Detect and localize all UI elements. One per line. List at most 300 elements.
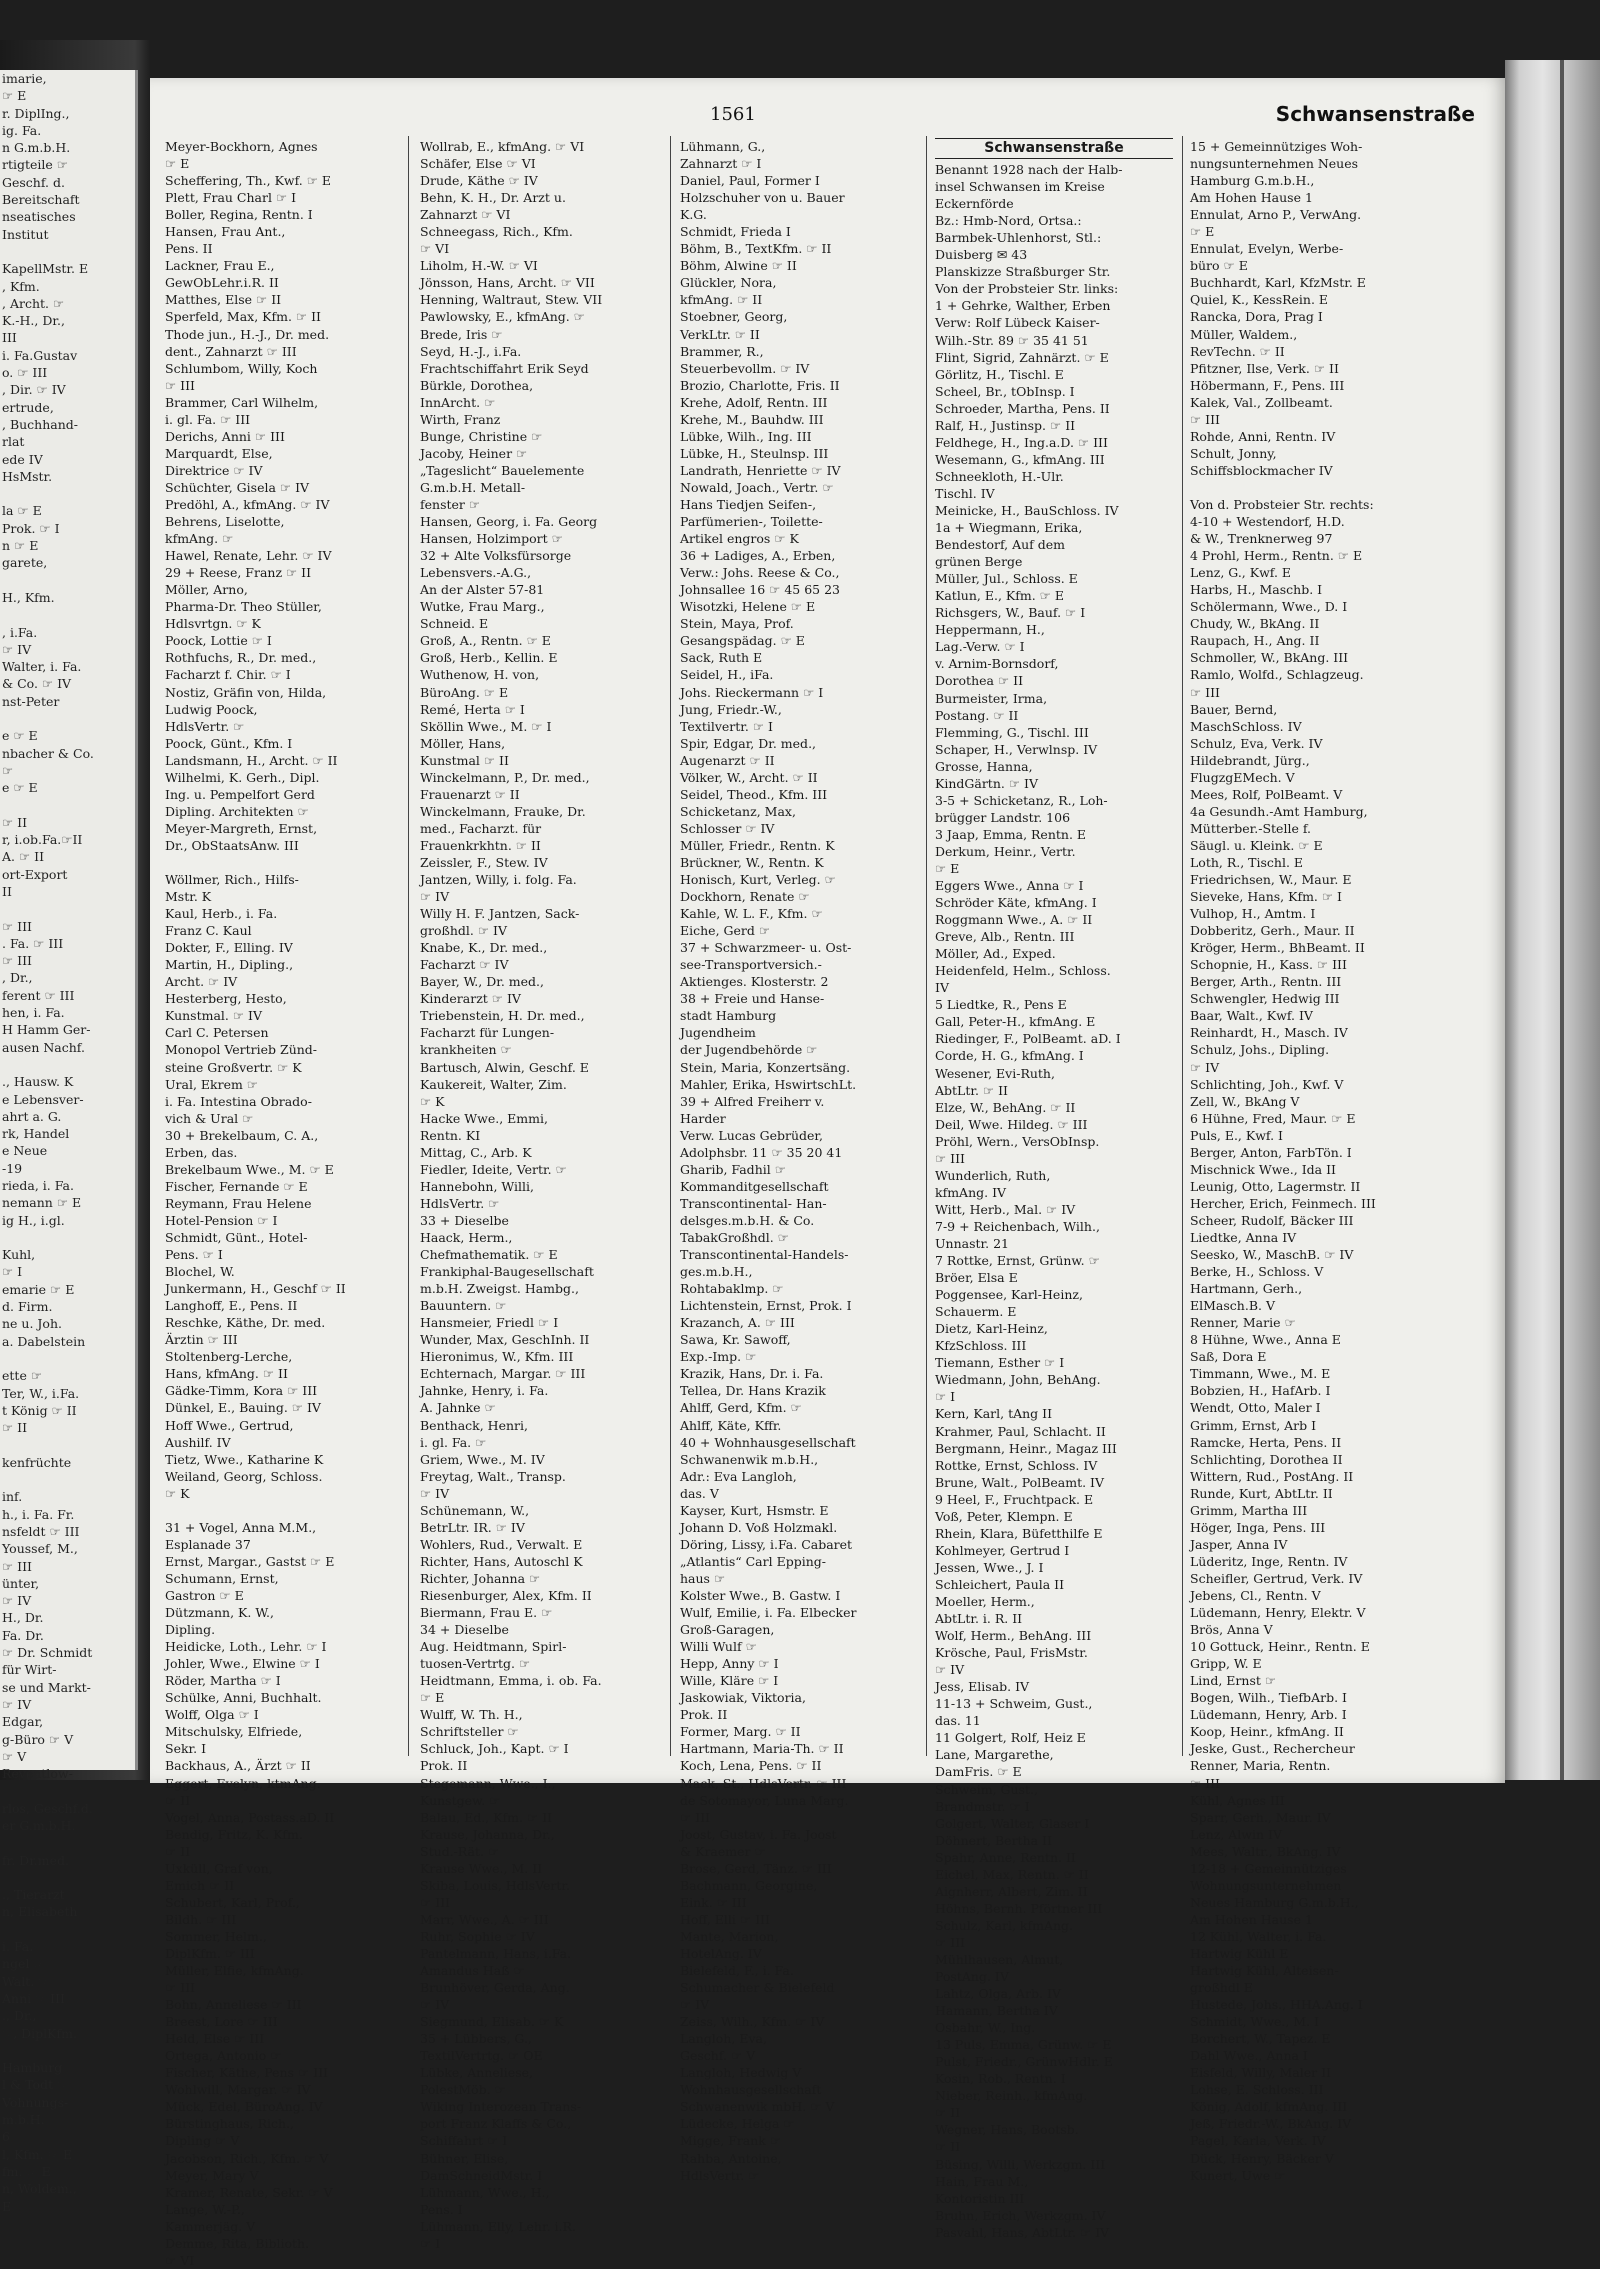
directory-line: Planskizze Straßburger Str. <box>935 264 1111 280</box>
directory-line: Schmidt, Wwe., M. I <box>1190 2014 1319 2030</box>
directory-line: Wittern, Rud., PostAng. II <box>1190 1468 1354 1484</box>
directory-line: Böhm, B., TextKfm. ☞ II <box>680 241 832 257</box>
directory-line: TextilVertrtg. ☞ OE <box>420 2048 543 2064</box>
directory-line: Renner, Maria, Rentn. <box>1190 1758 1331 1774</box>
directory-line: Augenarzt ☞ II <box>680 752 775 768</box>
directory-line: ☞ E <box>165 156 190 172</box>
directory-line: 7-9 + Reichenbach, Wilh., <box>935 1218 1100 1234</box>
directory-line: Schwanenwik m.b.H., <box>680 1451 819 1467</box>
directory-line: Landrath, Henriette ☞ IV <box>680 462 841 478</box>
directory-line: see-Transportversich.- <box>680 957 822 973</box>
directory-line: Held, Else ☞ III <box>165 2031 265 2047</box>
directory-line: Fischer, Fernande ☞ E <box>165 1178 308 1194</box>
directory-line: ☞ II <box>165 1843 191 1859</box>
fragment-line: für Wirt- <box>2 1662 57 1678</box>
directory-line: Müller, Jul., Schloss. E <box>935 571 1078 587</box>
directory-line: ☞ K <box>420 1093 445 1109</box>
directory-line: Buchhardt, Karl, KfzMstr. E <box>1190 275 1366 291</box>
directory-line: ☞ IV <box>420 889 450 905</box>
directory-line: Nostiz, Gräfin von, Hilda, <box>165 684 327 700</box>
directory-line: Schulz, Karl, kfmAng. <box>935 1917 1074 1933</box>
fragment-line: , i.Fa. <box>2 624 38 640</box>
directory-column-1 <box>165 138 397 2269</box>
directory-line: Geschf. ☞ V <box>680 2048 756 2064</box>
directory-line: Pens. II <box>165 241 213 257</box>
directory-line: Spir, Edgar, Dr. med., <box>680 735 817 751</box>
directory-line: Bröer, Elsa E <box>935 1270 1018 1286</box>
directory-line: DamSchneidMstr. I <box>420 2167 543 2183</box>
directory-line: Derkum, Heinr., Vertr. <box>935 843 1076 859</box>
directory-line: Seidel, Theod., Kfm. III <box>680 786 828 802</box>
directory-line: Lübke, H., Steulnsp. III <box>680 445 829 461</box>
directory-line: Jasper, Anna IV <box>1190 1536 1288 1552</box>
directory-line: Heidtmann, Emma, i. ob. Fa. <box>420 1673 602 1689</box>
directory-line: Willi Wulf ☞ <box>680 1639 757 1655</box>
directory-line: „Atlantis“ Carl Epping- <box>680 1553 826 1569</box>
directory-line: Leunig, Otto, Lagermstr. II <box>1190 1178 1361 1194</box>
directory-line: Bendig, Fritz, K. Kfm. <box>165 1826 303 1842</box>
directory-line: Eckernförde <box>935 196 1014 212</box>
directory-page <box>150 78 1505 2268</box>
directory-line: ☞ III <box>1190 1775 1220 1791</box>
directory-line: ☞ IV <box>1190 1059 1220 1075</box>
directory-line: Wesemann, G., kfmAng. III <box>935 451 1105 467</box>
directory-line: Brunhöver, Gerda, Ang. <box>420 1980 570 1996</box>
directory-line: Jeß, Friedr.-W., BkAng. IV <box>1190 2116 1352 2132</box>
directory-line: AbtLtr. i. R. II <box>935 1611 1023 1627</box>
directory-line: Riesenburger, Alex, Kfm. II <box>420 1587 592 1603</box>
directory-line: Görlitz, H., Tischl. E <box>935 366 1064 382</box>
directory-line: Sack, Ruth E <box>680 650 763 666</box>
directory-line: Brandmstr. ☞ I <box>935 1798 1030 1814</box>
directory-line: Mack, St., HdlsVertr. ☞ III <box>680 1775 847 1791</box>
directory-line: Vogel, Anna, Postass.aD. II <box>165 1809 335 1825</box>
directory-line: Dünkel, E., Bauing. ☞ IV <box>165 1400 321 1416</box>
directory-line: Bartusch, Alwin, Geschf. E <box>420 1059 589 1075</box>
fragment-line: & Co. ☞ IV <box>2 676 72 692</box>
directory-line: Wuthenow, H. von, <box>420 667 540 683</box>
fragment-line: ferent ☞ III <box>2 987 75 1003</box>
directory-line: Bruhn, Erich, Werkzgm. IV <box>935 2207 1106 2223</box>
directory-line: Möller, Hans, <box>420 735 506 751</box>
fragment-line: 6 <box>2 2129 10 2145</box>
directory-line: Ahlff, Gerd, Kfm. ☞ <box>680 1400 802 1416</box>
fragment-line: , Kfm. <box>2 278 40 294</box>
directory-line: Jantzen, Willy, i. folg. Fa. <box>420 872 577 888</box>
fragment-line: ☞ II <box>2 814 28 830</box>
fragment-line: Bereitschaft <box>2 192 80 208</box>
directory-line: Deil, Wwe. Hildeg. ☞ III <box>935 1116 1088 1132</box>
directory-line: Demme, Rita, Biblioth. <box>165 2235 310 2251</box>
directory-line: Wilh.-Str. 89 ☞ 35 41 51 <box>935 332 1089 348</box>
directory-line: Benthack, Henri, <box>420 1417 528 1433</box>
directory-line: Archt. ☞ IV <box>165 974 238 990</box>
directory-line: Weiland, Georg, Schloss. <box>165 1468 323 1484</box>
fragment-line: rk, Handel <box>2 1126 70 1142</box>
fragment-line <box>0 710 135 727</box>
directory-line: A. Jahnke ☞ <box>420 1400 496 1416</box>
directory-line: Schumann, Ernst, <box>165 1570 279 1586</box>
directory-line: 9 Heel, F., Fruchtpack. E <box>935 1491 1094 1507</box>
directory-line: Harder <box>680 1110 726 1126</box>
fragment-line: l & Todt ☞ <box>2 2077 69 2093</box>
directory-line: Johann D. Voß Holzmakl. <box>680 1519 838 1535</box>
fragment-line: , Buchhand- <box>2 416 79 432</box>
directory-line: 4 Prohl, Herm., Rentn. ☞ E <box>1190 548 1363 564</box>
directory-line: Thode jun., H.-J., Dr. med. <box>165 326 330 342</box>
fragment-line: o. ☞ III <box>2 365 48 381</box>
directory-line: Bauer, Bernd, <box>1190 701 1278 717</box>
directory-line: großhdl E <box>1190 1980 1254 1996</box>
directory-line: Gharib, Fadhil ☞ <box>680 1161 786 1177</box>
directory-line: Lind, Ernst ☞ <box>1190 1673 1277 1689</box>
directory-line: Transcontinental-Handels- <box>680 1247 849 1263</box>
fragment-line: nseatisches <box>2 209 76 225</box>
directory-line: Former, Marg. ☞ II <box>680 1724 801 1740</box>
directory-line: Brede, Iris ☞ <box>420 326 503 342</box>
fragment-line: ☞ III <box>2 1558 32 1574</box>
directory-line: Bz.: Hmb-Nord, Ortsa.: <box>935 213 1082 229</box>
directory-line: Schulz, Eva, Verk. IV <box>1190 735 1323 751</box>
directory-line: port Franz Klaffs & Co., <box>420 2116 572 2132</box>
directory-line: Kayser, Kurt, Hsmstr. E <box>680 1502 829 1518</box>
fragment-line: fr. Dr.med. <box>2 1852 69 1868</box>
directory-line: Lüdemann, Henry, Elektr. V <box>1190 1605 1366 1621</box>
directory-line: 8 Hühne, Wwe., Anna E <box>1190 1332 1341 1348</box>
directory-line: Schlichting, Dorothea II <box>1190 1451 1343 1467</box>
directory-line: Triebenstein, H. Dr. med., <box>420 1008 585 1024</box>
directory-line: Berke, H., Schloss. V <box>1190 1264 1324 1280</box>
directory-line: Kühl, Agnes III <box>1190 1792 1285 1808</box>
directory-line: Brückner, W., Rentn. K <box>680 854 824 870</box>
fragment-line: ede IV <box>2 451 43 467</box>
fragment-line: ette ☞ <box>2 1368 43 1384</box>
directory-line: Schlumbom, Willy, Koch <box>165 360 318 376</box>
fragment-line: ausen Nachf. <box>2 1039 85 1055</box>
directory-line: ☞ IV <box>420 1485 450 1501</box>
directory-line: ☞ I <box>420 2235 441 2251</box>
directory-line: v. Arnim-Bornsdorf, <box>935 656 1059 672</box>
directory-line: Sommer, Helm., <box>165 1928 267 1944</box>
directory-line: Mitschulsky, Elfriede, <box>165 1724 303 1740</box>
directory-line: Matthes, Else ☞ II <box>165 292 282 308</box>
directory-line: Frachtschiffahrt Erik Seyd <box>420 360 589 376</box>
directory-line: Runde, Kurt, AbtLtr. II <box>1190 1485 1333 1501</box>
directory-line: med., Facharzt. für <box>420 820 542 836</box>
fragment-line: ☞ III <box>2 953 32 969</box>
directory-line: ☞ E <box>1190 224 1215 240</box>
directory-line: de Sotomayor, Luna Marg. <box>680 1792 849 1808</box>
directory-line: Dipling. Architekten ☞ <box>165 803 309 819</box>
fragment-line: Anni ☞ III <box>2 1990 66 2006</box>
directory-line: Hans, kfmAng. ☞ II <box>165 1366 288 1382</box>
directory-line: Wöllmer, Rich., Hilfs- <box>165 872 299 888</box>
directory-line: Brose, Gerd, Tänz. ☞ III <box>680 1860 832 1876</box>
directory-line: Wunder, Max, GeschInh. II <box>420 1332 590 1348</box>
page-number: 1561 <box>710 104 756 125</box>
directory-line: Ennulat, Arno P., VerwAng. <box>1190 207 1362 223</box>
directory-line: Carl C. Petersen <box>165 1025 269 1041</box>
directory-line: Glückler, Nora, <box>680 275 777 291</box>
directory-line: Sieveke, Hans, Kfm. ☞ I <box>1190 889 1342 905</box>
directory-line: Schauerm. E <box>935 1304 1017 1320</box>
directory-line: Steuerbevollm. ☞ IV <box>680 360 810 376</box>
directory-line: Nieber, Reinh., kfmAng. <box>935 2088 1088 2104</box>
directory-line: InnArcht. ☞ <box>420 394 496 410</box>
directory-line: Schroeder, Martha, Pens. II <box>935 400 1110 416</box>
directory-line: Wille, Kläre ☞ I <box>680 1673 779 1689</box>
directory-line: Krösche, Paul, FrisMstr. <box>935 1645 1088 1661</box>
directory-line: Sköllin Wwe., M. ☞ I <box>420 718 552 734</box>
directory-line: Ortega, Antonio ☞ <box>165 2048 282 2064</box>
directory-line: Möller, Ad., Exped. <box>935 946 1056 962</box>
directory-line: Berger, Arth., Rentn. III <box>1190 974 1342 990</box>
fragment-line: e ☞ E <box>2 728 38 744</box>
directory-line: Baar, Walt., Kwf. IV <box>1190 1008 1313 1024</box>
fragment-line: kenfrüchte <box>2 1454 72 1470</box>
directory-line: Schröder Käte, kfmAng. I <box>935 895 1097 911</box>
fragment-line: ., Dr., <box>2 2008 37 2024</box>
directory-line: Wollrab, E., kfmAng. ☞ VI <box>420 139 585 154</box>
directory-line: Seesko, W., MaschB. ☞ IV <box>1190 1247 1354 1263</box>
directory-line: Brös, Anna V <box>1190 1622 1273 1638</box>
fragment-line: nst-Peter <box>2 693 60 709</box>
directory-line: Honisch, Kurt, Verleg. ☞ <box>680 872 836 888</box>
directory-line: ☞ K <box>165 1485 190 1501</box>
directory-line: Raupach, H., Ang. II <box>1190 633 1320 649</box>
fragment-line <box>0 485 135 502</box>
running-head: Schwansenstraße <box>1275 102 1475 126</box>
fragment-line: ., Tierarzt <box>2 1887 65 1903</box>
directory-line: Verw.: Johs. Reese & Co., <box>680 565 840 581</box>
directory-line: Benannt 1928 nach der Halb- <box>935 162 1123 178</box>
directory-line: ☞ III <box>1190 411 1220 427</box>
directory-line: ges.m.b.H., <box>680 1264 753 1280</box>
directory-line: DiplKfm. ☞ III <box>165 1945 255 1961</box>
directory-line: tuosen-Vertrtg. ☞ <box>420 1656 531 1672</box>
directory-line: Dahl Wwe., Anna I <box>1190 2048 1308 2064</box>
directory-line: Wegner, Hans, Bootsb. <box>935 2122 1079 2138</box>
directory-line: Hans Tiedjen Seifen-, <box>680 496 817 512</box>
directory-line: Hoff, Elli ☞ III <box>680 1911 770 1927</box>
directory-line: Höger, Inga, Pens. III <box>1190 1519 1326 1535</box>
directory-line: Schluck, Joh., Kapt. ☞ I <box>420 1741 569 1757</box>
directory-line: Kahle, W. L. F., Kfm. ☞ <box>680 906 823 922</box>
directory-line: Hesterberg, Hesto, <box>165 991 287 1007</box>
directory-line: Rothfuchs, R., Dr. med., <box>165 650 317 666</box>
directory-line: Bendestorf, Auf dem <box>935 537 1066 553</box>
fragment-line: e ☞ E <box>2 780 38 796</box>
directory-line: 3-5 + Schicketanz, R., Loh- <box>935 792 1108 808</box>
previous-page-fragment <box>0 70 138 2214</box>
fragment-line: fm. ☞ E <box>2 2163 51 2179</box>
fragment-line: ☞ IV <box>2 1696 32 1712</box>
fragment-line: II <box>2 883 12 899</box>
directory-line: ☞ III <box>165 377 195 393</box>
directory-line: Kramer, Renate, Sekr. ☞ V <box>165 2184 333 2200</box>
directory-line: Dützmann, K. W., <box>165 1605 274 1621</box>
directory-line: Wulf, Emilie, i. Fa. Elbecker <box>680 1605 857 1621</box>
directory-line: Gesangspädag. ☞ E <box>680 633 805 649</box>
directory-line: Golgert, Walter, Glaser I <box>935 1815 1090 1831</box>
directory-line: der Jugendbehörde ☞ <box>680 1042 818 1058</box>
directory-line: Mück, Edel, BüroAng. IV <box>165 2099 323 2115</box>
directory-line: Eggert, Evelyn, ktmAng. <box>165 1775 321 1791</box>
directory-line: dent., Zahnarzt ☞ III <box>165 343 297 359</box>
directory-line: Artikel engros ☞ K <box>680 531 799 547</box>
fragment-line: r. DiplIng., <box>2 105 70 121</box>
directory-line: PolestMöb. ☞ <box>420 2082 506 2098</box>
directory-line: Mütterber.-Stelle f. <box>1190 820 1311 836</box>
directory-line: Seyd, H.-J., i.Fa. <box>420 343 522 359</box>
directory-line: VerkLtr. ☞ II <box>680 326 760 342</box>
directory-line: Riedinger, F., PolBeamt. aD. I <box>935 1031 1121 1047</box>
directory-line: 6 Hühne, Fred, Maur. ☞ E <box>1190 1110 1356 1126</box>
directory-line: Backhaus, A., Ärzt ☞ II <box>165 1758 311 1774</box>
directory-line: Pens. I <box>420 2201 463 2217</box>
directory-line: Jess, Elisab. IV <box>935 1679 1030 1695</box>
directory-line <box>1190 479 1490 496</box>
directory-line: Wohlwill, Margar. ☞ IV <box>165 2082 311 2098</box>
fragment-line: H Hamm Ger- <box>2 1022 91 1038</box>
directory-line: 10 Gottuck, Heinr., Rentn. E <box>1190 1639 1370 1655</box>
directory-line: Lühmann, Elly, Lehr. i.R. <box>420 2218 576 2234</box>
directory-line: Mahler, Erika, HswirtschLt. <box>680 1076 857 1092</box>
directory-line: Kunstmal ☞ II <box>420 752 509 768</box>
directory-line: Breest, Lore ☞ III <box>165 2014 278 2030</box>
directory-line: Lühmann, Wwe., H., <box>420 2184 550 2200</box>
directory-line: Freytag, Walt., Transp. <box>420 1468 566 1484</box>
fragment-line: nemann ☞ E <box>2 1195 82 1211</box>
fragment-line <box>0 900 135 917</box>
directory-line <box>165 1502 397 1519</box>
directory-line: Brune, Walt., PolBeamt. IV <box>935 1474 1105 1490</box>
directory-line: Pröhl, Wern., VersObInsp. <box>935 1133 1100 1149</box>
directory-line: PostAng. IV <box>935 1969 1009 1985</box>
directory-column-5 <box>1190 138 1490 2184</box>
fragment-line: Hamburg <box>2 2060 63 2076</box>
directory-line: Krehe, Adolf, Rentn. III <box>680 394 828 410</box>
fragment-line: Ter, W., i.Fa. <box>2 1385 80 1401</box>
directory-line: Tischl. IV <box>935 485 995 501</box>
fragment-line: , Dr., <box>2 970 33 986</box>
directory-line: Greve, Alb., Rentn. III <box>935 929 1075 945</box>
directory-line: Kammerjäg. V <box>165 2218 256 2234</box>
directory-line: Mittag, C., Arb. K <box>420 1144 532 1160</box>
directory-line: Wunderlich, Ruth, <box>935 1167 1051 1183</box>
directory-line: Schneid. E <box>420 616 489 632</box>
directory-line: Behrens, Liselotte, <box>165 514 285 530</box>
directory-line: ☞ III <box>420 1894 450 1910</box>
directory-line: Kunstgew. ☞ <box>420 1792 501 1808</box>
directory-line: Voß, Peter, Klempn. E <box>935 1508 1073 1524</box>
directory-line: Schmidt, Günt., Hotel- <box>165 1230 308 1245</box>
directory-line: Poggensee, Karl-Heinz, <box>935 1287 1083 1303</box>
directory-line: Jahnke, Henry, i. Fa. <box>420 1383 549 1399</box>
fragment-line <box>0 2042 135 2059</box>
directory-line: Saß, Dora E <box>1190 1349 1267 1365</box>
directory-column-3 <box>680 138 917 2184</box>
directory-line: Emich ☞ II <box>165 1877 235 1893</box>
fragment-line: Walt. ☞ <box>2 1973 50 1989</box>
directory-line: Schult, Jonny, <box>1190 445 1277 461</box>
directory-line: Dück, Henry, Bäcker V <box>1190 2150 1334 2166</box>
directory-line: Jeske, Gust., Rechercheur <box>1190 1741 1355 1757</box>
directory-line: Derichs, Anni ☞ III <box>165 428 285 444</box>
directory-line: Schmidt, Frieda I <box>680 224 791 240</box>
directory-line: Drude, Käthe ☞ IV <box>420 173 538 189</box>
directory-line: Hartmann, Gerh., <box>1190 1281 1303 1297</box>
fragment-line: ngel ☞ <box>2 1956 45 1972</box>
directory-line: ☞ IV <box>935 1662 965 1678</box>
directory-line: Reschke, Käthe, Dr. med. <box>165 1315 326 1331</box>
directory-line: steine Großvertr. ☞ K <box>165 1059 302 1075</box>
directory-line: Knabe, K., Dr. med., <box>420 940 548 956</box>
directory-line: Tellea, Dr. Hans Krazik <box>680 1383 826 1399</box>
fragment-line: Walter, i. Fa. <box>2 659 82 675</box>
directory-line: HdlsVertr. ☞ <box>680 2167 760 2183</box>
directory-line: Facharzt für Lungen- <box>420 1025 555 1041</box>
fragment-line: rlat <box>2 434 25 450</box>
directory-line: Schicketanz, Max, <box>680 803 796 819</box>
directory-line: Hartwig Kühl E <box>1190 1945 1289 1961</box>
directory-line: Zahnarzt ☞ I <box>680 156 762 172</box>
directory-line: Krehe, M., Bauhdw. III <box>680 411 824 427</box>
fragment-line: ☞ E <box>2 88 27 104</box>
directory-line: Eiche, Gerd ☞ <box>680 923 771 939</box>
directory-line: Groß, Herb., Kellin. E <box>420 650 558 666</box>
directory-line: BetrLtr. IR. ☞ IV <box>420 1519 525 1535</box>
directory-line: Bachmann, Georgine, <box>680 1877 818 1893</box>
directory-line: Lane, Margarethe, <box>935 1747 1054 1763</box>
directory-line: Ing. u. Pempelfort Gerd <box>165 786 315 802</box>
directory-line: Schopnie, H., Kass. ☞ III <box>1190 957 1347 973</box>
directory-line: Bürkle, Dorothea, <box>420 377 534 393</box>
fragment-line: i. Fa. <box>2 1939 34 1955</box>
directory-line: G.m.b.H. Metall- <box>420 479 526 495</box>
directory-line: Hannebohn, Willi, <box>420 1178 535 1194</box>
directory-line: Facharzt ☞ IV <box>420 957 509 973</box>
fragment-line: n, Woldem., <box>2 2181 77 2197</box>
fragment-line: nsfeldt ☞ III <box>2 1523 80 1539</box>
directory-line: Ramlo, Wolfd., Schlagzeug. <box>1190 667 1364 683</box>
directory-line: Vulhop, H., Amtm. I <box>1190 906 1316 922</box>
directory-line: Ramcke, Herta, Pens. II <box>1190 1434 1342 1450</box>
directory-line: Brekelbaum Wwe., M. ☞ E <box>165 1161 334 1177</box>
directory-line: Kommanditgesellschaft <box>680 1178 829 1194</box>
directory-line: Kern, Karl, tAng II <box>935 1406 1053 1422</box>
directory-line: Bayer, W., Dr. med., <box>420 974 544 990</box>
directory-line: Poock, Lottie ☞ I <box>165 633 272 649</box>
directory-line: Boller, Regina, Rentn. I <box>165 207 313 223</box>
fragment-line: Youssef, M., <box>2 1541 78 1557</box>
directory-line: An der Alster 57-81 <box>420 582 545 598</box>
directory-line: Schaper, H., Verwlnsp. IV <box>935 741 1098 757</box>
directory-line: Friedrichsen, W., Maur. E <box>1190 872 1352 888</box>
column-rule <box>408 136 409 1756</box>
directory-line: ☞ III <box>165 1980 195 1996</box>
fragment-line: e Lebensver- <box>2 1091 84 1107</box>
directory-line: 1 + Gehrke, Walther, Erben <box>935 298 1111 314</box>
directory-line: Ludwig Poock, <box>165 701 258 717</box>
directory-line: TabakGroßhdl. ☞ <box>680 1230 789 1245</box>
directory-line: Winckelmann, Frauke, Dr. <box>420 803 586 819</box>
directory-line: Groß, A., Rentn. ☞ E <box>420 633 551 649</box>
fragment-line: ☞ IV <box>2 1593 32 1609</box>
directory-line: stadt Hamburg <box>680 1008 777 1024</box>
directory-line: Wesener, Evi-Ruth, <box>935 1065 1055 1081</box>
directory-line: Müller, Waldem., <box>1190 326 1298 342</box>
